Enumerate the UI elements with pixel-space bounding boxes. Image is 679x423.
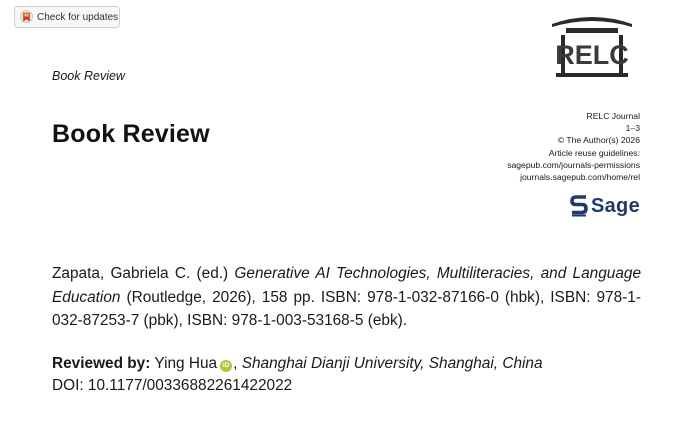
permissions-link[interactable]: sagepub.com/journals-permissions bbox=[507, 159, 640, 170]
section-label: Book Review bbox=[52, 69, 125, 83]
journal-home-link[interactable]: journals.sagepub.com/home/rel bbox=[520, 172, 640, 183]
reuse-guidelines-label: Article reuse guidelines: bbox=[548, 147, 640, 158]
check-for-updates-button[interactable] bbox=[14, 6, 120, 28]
relc-logo bbox=[546, 12, 638, 78]
relc-temple-roof-logo-icon bbox=[546, 12, 638, 78]
sage-s-logo-icon bbox=[570, 194, 588, 218]
journal-name: RELC Journal bbox=[586, 111, 640, 121]
journal-info bbox=[507, 110, 640, 183]
page-title: Book Review bbox=[52, 120, 210, 148]
reviewer-affiliation: Shanghai Dianji University, Shanghai, China bbox=[241, 355, 543, 372]
page-range: 1–3 bbox=[625, 123, 640, 134]
sage-wordmark: Sage bbox=[590, 194, 640, 217]
crossmark-icon bbox=[20, 10, 33, 25]
book-details: (Routledge, 2026), 158 pp. ISBN: 978-1-032-87166-0 (hbk), ISBN: 978-1-032-87253-7 (pbk), ISBN: 978-1-003-53168-5 (ebk). bbox=[52, 288, 641, 329]
reviewer-line: Reviewed by: Ying Hua iD , Shanghai Dianji University, Shanghai, China bbox=[52, 355, 543, 372]
reviewer-name: Ying Hua bbox=[154, 355, 218, 372]
book-title: Generative AI Technologies, Multiliteracies, and Language Education bbox=[52, 265, 641, 306]
reviewed-by-label: Reviewed by: bbox=[52, 355, 151, 372]
relc-logo-text: RELC bbox=[555, 40, 629, 70]
orcid-icon[interactable]: iD bbox=[220, 360, 232, 372]
reviewer-block bbox=[52, 353, 652, 397]
book-author: Zapata, Gabriela C. (ed.) bbox=[52, 265, 229, 282]
book-citation bbox=[52, 262, 641, 333]
doi[interactable]: DOI: 10.1177/00336882261422022 bbox=[52, 377, 293, 394]
copyright: © The Author(s) 2026 bbox=[557, 135, 640, 146]
sage-logo bbox=[570, 194, 640, 218]
check-for-updates-label: Check for updates bbox=[37, 11, 119, 23]
